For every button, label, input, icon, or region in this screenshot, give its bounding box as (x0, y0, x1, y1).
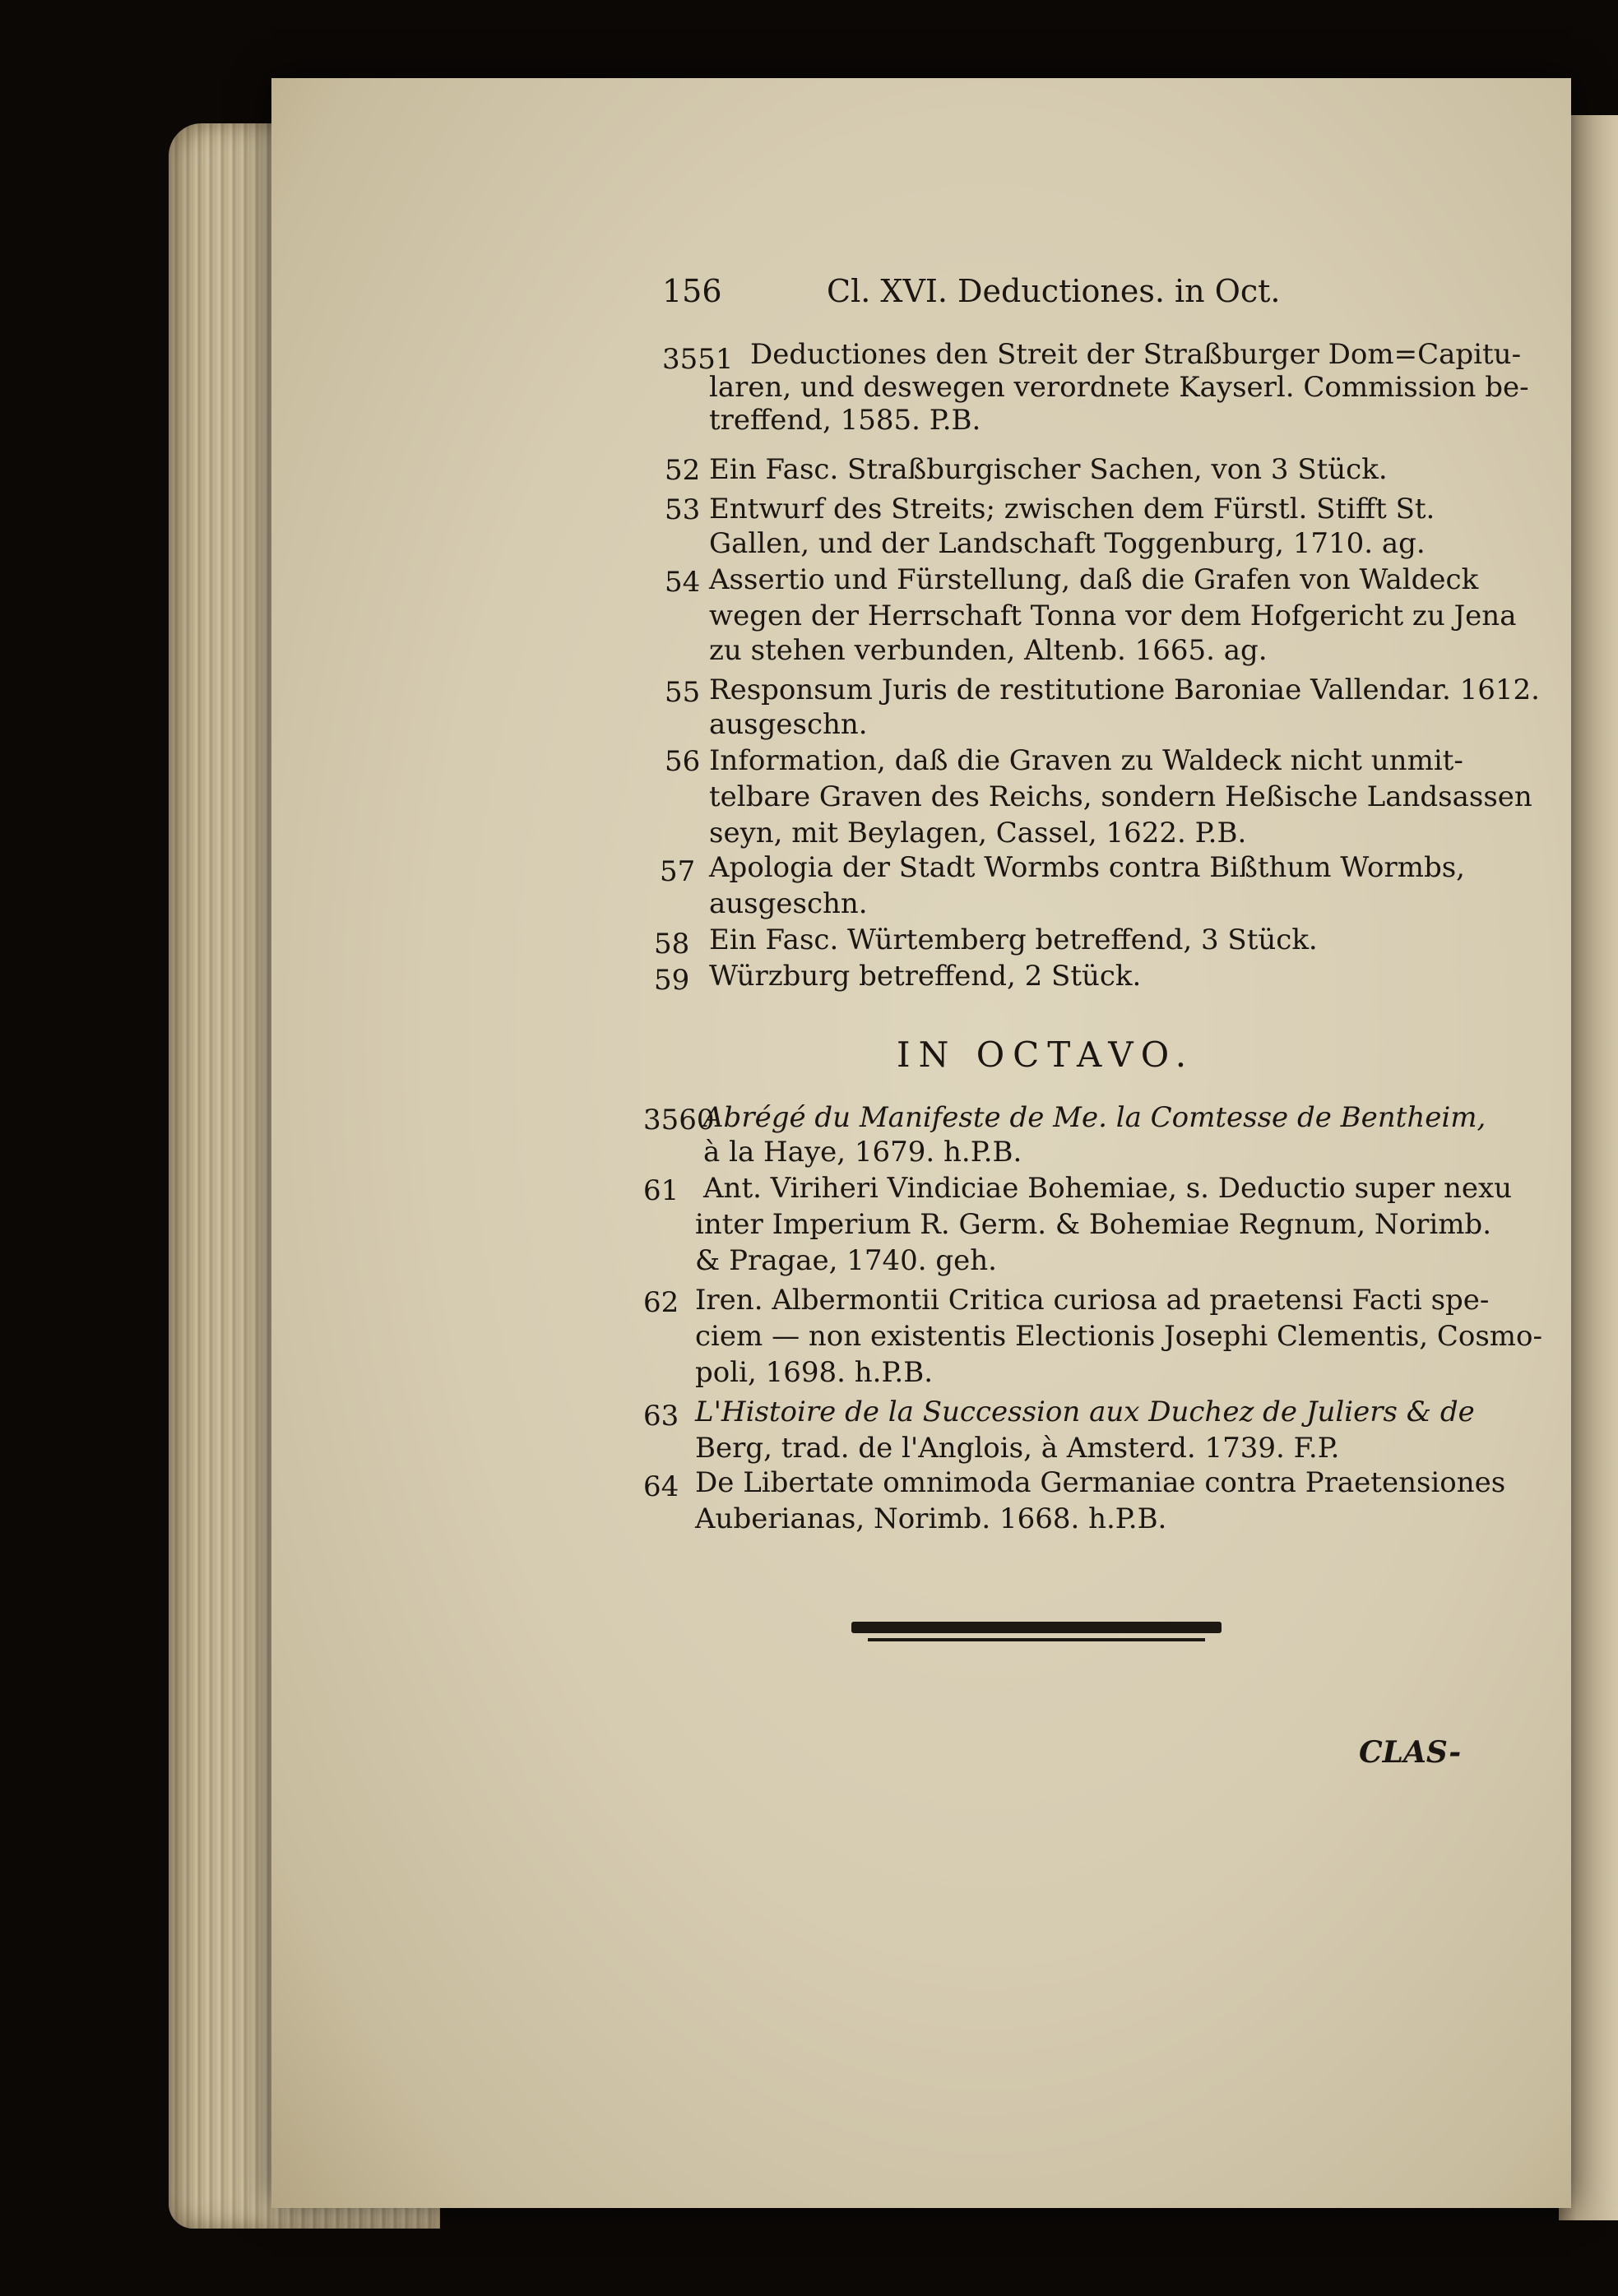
entry-line: telbare Graven des Reichs, sondern Heßische Landsassen (709, 780, 1532, 813)
entry-line: Gallen, und der Landschaft Toggenburg, 1710. ag. (709, 527, 1426, 560)
entry-line: ausgeschn. (709, 708, 868, 741)
entry-line: seyn, mit Beylagen, Cassel, 1622. P.B. (709, 817, 1247, 849)
entry-line: Apologia der Stadt Wormbs contra Bißthum Wormbs, (709, 851, 1465, 884)
section-title: IN OCTAVO. (897, 1035, 1195, 1075)
entry-line: Ein Fasc. Straßburgischer Sachen, von 3 Stück. (709, 453, 1388, 486)
entry-line: Berg, trad. de l'Anglois, à Amsterd. 1739. F.P. (695, 1432, 1340, 1465)
entry-line: laren, und deswegen verordnete Kayserl. Commission be- (709, 371, 1529, 404)
entry-number: 55 (665, 676, 701, 709)
entry-line: Responsum Juris de restitutione Baroniae Vallendar. 1612. (709, 674, 1540, 706)
entry-line: Assertio und Fürstellung, daß die Grafen von Waldeck (709, 563, 1479, 596)
entry-line: Deductiones den Streit der Straßburger Dom=Capitu- (750, 338, 1522, 371)
entry-line: Iren. Albermontii Critica curiosa ad praetensi Facti spe- (695, 1284, 1490, 1317)
entry-number: 59 (654, 964, 690, 997)
entry-line: ciem — non existentis Electionis Josephi Clementis, Cosmo- (695, 1320, 1542, 1353)
entry-line: Entwurf des Streits; zwischen dem Fürstl. Stifft St. (709, 493, 1435, 525)
entry-line: Auberianas, Norimb. 1668. h.P.B. (695, 1502, 1167, 1535)
entry-number: 62 (643, 1286, 679, 1319)
entry-number: 58 (654, 928, 690, 961)
entry-number: 3551 (662, 343, 734, 376)
entry-line: zu stehen verbunden, Altenb. 1665. ag. (709, 634, 1268, 667)
entry-line: Ant. Viriheri Vindiciae Bohemiae, s. Deductio super nexu (703, 1172, 1513, 1205)
entry-line: inter Imperium R. Germ. & Bohemiae Regnum, Norimb. (695, 1208, 1492, 1241)
catchword: CLAS- (1359, 1735, 1462, 1770)
entry-number: 52 (665, 454, 701, 487)
entry-number: 64 (643, 1470, 679, 1503)
entry-line: à la Haye, 1679. h.P.B. (703, 1136, 1022, 1169)
entry-line: De Libertate omnimoda Germaniae contra Praetensiones (695, 1466, 1506, 1499)
entry-line: ausgeschn. (709, 887, 868, 920)
entry-number: 3560 (643, 1104, 715, 1136)
entry-line: L'Histoire de la Succession aux Duchez de Juliers & de (695, 1396, 1475, 1428)
running-header: Cl. XVI. Deductiones. in Oct. (827, 273, 1281, 309)
section-end-rule (851, 1622, 1222, 1633)
entry-line: Information, daß die Graven zu Waldeck nicht unmit- (709, 744, 1463, 777)
entry-number: 57 (660, 855, 696, 888)
page-number: 156 (662, 273, 722, 309)
entry-number: 61 (643, 1174, 679, 1207)
entry-number: 63 (643, 1400, 679, 1433)
entry-line: wegen der Herrschaft Tonna vor dem Hofgericht zu Jena (709, 599, 1517, 632)
entry-number: 53 (665, 493, 701, 526)
entry-number: 54 (665, 566, 701, 599)
entry-number: 56 (665, 745, 701, 778)
entry-line: poli, 1698. h.P.B. (695, 1356, 934, 1389)
entry-line: treffend, 1585. P.B. (709, 404, 981, 437)
entry-line: & Pragae, 1740. geh. (695, 1244, 997, 1277)
entry-line: Abrégé du Manifeste de Me. la Comtesse de Bentheim, (703, 1101, 1486, 1134)
entry-line: Würzburg betreffend, 2 Stück. (709, 960, 1142, 993)
entry-line: Ein Fasc. Würtemberg betreffend, 3 Stück. (709, 923, 1318, 956)
